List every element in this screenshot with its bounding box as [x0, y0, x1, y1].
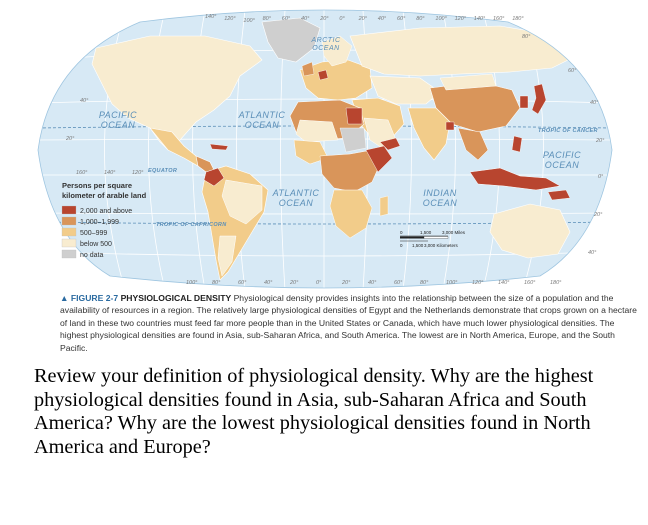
figure-caption-text: Physiological density provides insights into the relationship between the size of a population and the availability of resources in a region. The relatively large physiological densities of Egypt and the Netherlands demonstrate that crops grown on a hectare of land in these two countries must feed far more people than in the United States or Canada, which have much lower physiological densities. The highest physiological densities are found in Asia, sub-Saharan Africa, and South America. The lowest are in North America, Europe, and the South Pacific.: [60, 293, 637, 353]
lon-top-13: 120°: [454, 16, 466, 22]
scale-miles-mid: 1,500: [420, 230, 432, 235]
figure-title: PHYSIOLOGICAL DENSITY: [120, 293, 232, 303]
lon-top-3: 80°: [262, 16, 271, 22]
pacific-label-left-2: OCEAN: [100, 120, 136, 130]
lon-bottom-13: 160°: [524, 280, 536, 286]
lon-top-2: 100°: [243, 18, 255, 24]
lon-top-0: 140°: [205, 14, 217, 20]
scale-miles-0: 0: [400, 230, 403, 235]
lon-top-14: 140°: [473, 16, 486, 22]
lon-top-16: 180°: [512, 16, 524, 22]
legend-title-line-1: Persons per square: [62, 181, 133, 190]
lat-right-2: 40°: [590, 100, 599, 106]
legend-title-line-2: kilometer of arable land: [62, 191, 147, 200]
lon-top-8: 20°: [358, 16, 367, 22]
lon-bottom-11: 120°: [472, 280, 484, 286]
sahara-region: [296, 120, 338, 142]
legend-label-4: no data: [80, 252, 104, 259]
scale-km-0: 0: [400, 243, 403, 248]
lon-top-4: 60°: [281, 16, 291, 22]
scale-km-end: 3,000 Kilometers: [424, 243, 458, 248]
discussion-question: Review your definition of physiological density. Why are the highest physiological densities found in Asia, sub-Saharan Africa and South America? Why are the lowest physiological densities found in North America and Europe?: [34, 365, 594, 458]
lon-top-9: 40°: [377, 16, 387, 22]
lon-top-11: 80°: [416, 16, 425, 22]
lon-top-7: 0°: [339, 16, 345, 22]
lon-bottom-12: 140°: [498, 280, 510, 286]
atlantic-south-label-1: ATLANTIC: [272, 188, 320, 198]
legend-label-2: 500–999: [80, 230, 108, 237]
pacific-label-right-1: PACIFIC: [542, 150, 582, 160]
pacific-label-right-2: OCEAN: [544, 160, 580, 170]
lon-top-6: 20°: [320, 16, 329, 22]
lat-right-1: 60°: [568, 68, 577, 74]
lon-bottom-1: 80°: [212, 280, 221, 286]
lon-top-1: 120°: [224, 16, 236, 22]
lon-bottom-4: 20°: [290, 280, 299, 286]
legend-swatch-3: [62, 239, 76, 247]
lon-top-15: 160°: [493, 16, 505, 22]
lon-bottom-3: 40°: [264, 280, 273, 286]
lat-left-2: 160°: [76, 170, 88, 176]
atlantic-south-label-2: OCEAN: [278, 198, 314, 208]
legend-label-0: 2,000 and above: [80, 208, 133, 215]
lat-left-0: 40°: [80, 98, 89, 104]
png-region: [548, 190, 570, 200]
lon-top-10: 60°: [397, 16, 406, 22]
legend-swatch-4: [62, 250, 76, 258]
lon-top-5: 40°: [301, 16, 310, 22]
tropic-of-cancer-label: TROPIC OF CANCER: [538, 128, 598, 134]
lon-bottom-6: 20°: [342, 280, 351, 286]
lat-left-4: 120°: [132, 170, 144, 176]
bottom-longitude-labels: [186, 280, 562, 286]
atlantic-north-label-1: ATLANTIC: [238, 110, 286, 120]
legend-label-3: below 500: [80, 241, 112, 248]
australia-region: [490, 204, 570, 258]
lon-bottom-14: 180°: [550, 280, 562, 286]
lon-bottom-8: 60°: [394, 280, 403, 286]
atlantic-north-label-2: OCEAN: [244, 120, 280, 130]
scale-miles-end: 3,000 Miles: [442, 230, 466, 235]
russia-region: [350, 26, 580, 76]
legend-swatch-0: [62, 206, 76, 214]
figure-caption: [60, 292, 640, 354]
equator-label: EQUATOR: [148, 168, 178, 174]
indian-label-2: OCEAN: [422, 198, 458, 208]
legend-swatch-1: [62, 217, 76, 225]
lon-bottom-0: 100°: [186, 280, 198, 286]
madagascar-region: [380, 196, 388, 216]
philippines-region: [512, 136, 522, 152]
lon-bottom-9: 80°: [420, 280, 429, 286]
arctic-label-2: OCEAN: [312, 45, 340, 52]
lon-bottom-7: 40°: [368, 280, 377, 286]
lon-bottom-10: 100°: [446, 280, 458, 286]
lat-right-0: 80°: [522, 34, 531, 40]
egypt-region: [346, 108, 362, 124]
bangladesh-region: [446, 122, 454, 130]
legend-label-1: 1,000–1,999: [80, 219, 119, 226]
indian-label-1: INDIAN: [423, 188, 457, 198]
lat-right-5: 20°: [594, 212, 603, 218]
tropic-of-capricorn-label: TROPIC OF CAPRICORN: [156, 222, 227, 228]
korea-region: [520, 96, 528, 108]
lon-bottom-2: 60°: [238, 280, 247, 286]
arctic-label-1: ARCTIC: [311, 37, 341, 44]
netherlands-region: [318, 70, 328, 80]
lon-bottom-5: 0°: [316, 280, 322, 286]
lat-right-3: 20°: [596, 138, 605, 144]
lat-right-6: 40°: [588, 250, 597, 256]
lat-left-3: 140°: [104, 170, 116, 176]
lon-top-12: 100°: [435, 16, 447, 22]
legend-swatch-2: [62, 228, 76, 236]
pacific-label-left-1: PACIFIC: [98, 110, 138, 120]
figure-label: ▲ FIGURE 2-7: [60, 293, 119, 303]
lat-left-1: 20°: [66, 136, 75, 142]
scale-km-mid: 1,500: [412, 243, 424, 248]
lat-right-4: 0°: [598, 174, 604, 180]
